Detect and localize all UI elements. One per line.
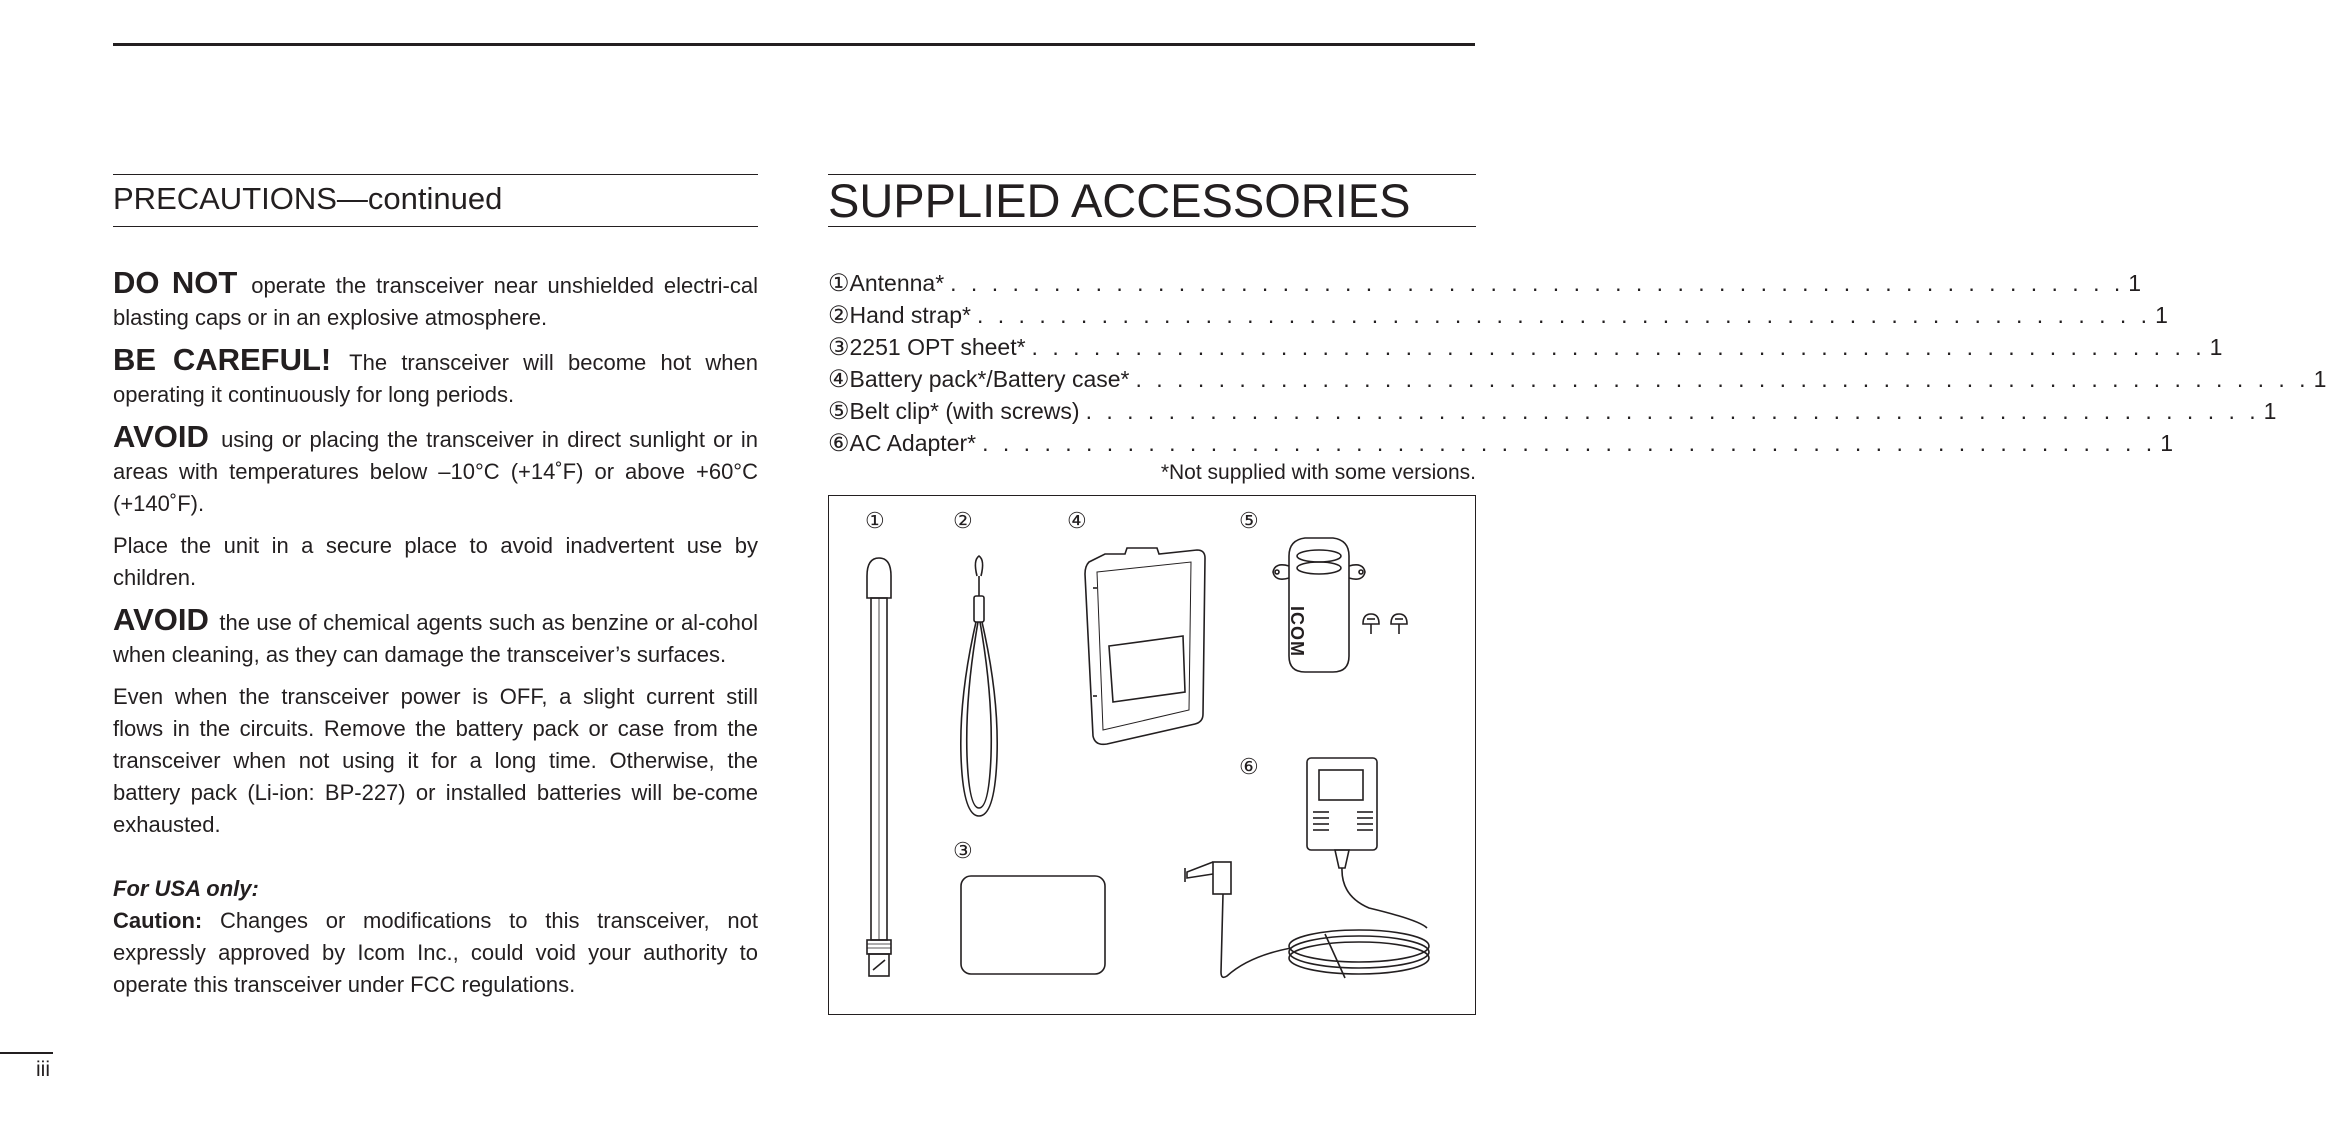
item-number: ①: [828, 270, 850, 297]
item-name: Battery pack*/Battery case*: [849, 366, 1130, 392]
item-quantity: 1: [2160, 430, 2173, 456]
page-number: iii: [36, 1058, 50, 1081]
leader-dots: . . . . . . . . . . . . . . . . . . . . . . . . . . . . . . . . . . . . . . . . . . . . . . . . . . . . . . . . .: [982, 430, 2157, 456]
leader-dots: . . . . . . . . . . . . . . . . . . . . . . . . . . . . . . . . . . . . . . . . . . . . . . . . . . . . . . . . .: [1085, 398, 2260, 424]
leader-dots: . . . . . . . . . . . . . . . . . . . . . . . . . . . . . . . . . . . . . . . . . . . . . . . . . . . . . . . . .: [1031, 334, 2206, 360]
item-name: Belt clip* (with screws): [849, 398, 1080, 424]
item-name: Hand strap*: [849, 302, 971, 328]
caution-label: Caution:: [113, 908, 203, 933]
para-lead: BE CAREFUL!: [113, 342, 332, 377]
top-rule: [113, 43, 1475, 46]
item-quantity: 1: [2128, 270, 2142, 296]
item-number: ⑤: [828, 398, 850, 425]
para-text: Even when the transceiver power is OFF, a slight current still flows in the circuits. Remove the battery pack or case from the transceiver when not using it for a long time. Otherwise, the battery pack (Li-ion: BP-227) or installed batteries will be-come exhausted.: [113, 684, 758, 837]
usa-title: For USA only:: [113, 876, 259, 901]
accessories-list: [828, 267, 2326, 459]
callout-6: ⑥: [1239, 754, 1259, 779]
leader-dots: . . . . . . . . . . . . . . . . . . . . . . . . . . . . . . . . . . . . . . . . . . . . . . . . . . . . . . . . .: [976, 302, 2152, 328]
usa-section: [113, 873, 758, 1001]
item-number: ⑥: [828, 430, 850, 457]
list-item: [828, 331, 2223, 363]
battery-pack-icon: [1085, 548, 1205, 744]
item-number: ④: [828, 366, 850, 393]
list-item: [828, 267, 2142, 299]
para-be-careful: [113, 344, 758, 411]
para-avoid-sunlight: [113, 421, 758, 520]
callout-4: ④: [1067, 508, 1087, 533]
precautions-paragraphs: [113, 267, 758, 841]
item-quantity: 1: [2263, 398, 2277, 424]
leader-dots: . . . . . . . . . . . . . . . . . . . . . . . . . . . . . . . . . . . . . . . . . . . . . . . . . . . . . . . . .: [1135, 366, 2310, 392]
versions-note: *Not supplied with some versions.: [1160, 461, 1476, 484]
callout-3: ③: [953, 838, 973, 863]
para-lead: AVOID: [113, 602, 209, 637]
para-text: The transceiver will become hot when operating it continuously for long periods.: [113, 350, 758, 407]
precautions-column: [113, 174, 758, 1001]
list-item: [828, 299, 2168, 331]
screws-icon: [1363, 614, 1407, 634]
para-lead: DO NOT: [113, 265, 238, 300]
clip-logo: ICOM: [1287, 606, 1307, 657]
page-number-rule: [0, 1052, 53, 1054]
callout-2: ②: [953, 508, 973, 533]
item-number: ②: [828, 302, 850, 329]
leader-dots: . . . . . . . . . . . . . . . . . . . . . . . . . . . . . . . . . . . . . . . . . . . . . . . . . . . . . . . . .: [950, 270, 2125, 296]
item-name: 2251 OPT sheet*: [849, 334, 1026, 360]
para-text: Place the unit in a secure place to avoid inadvertent use by children.: [113, 533, 758, 590]
para-lead: AVOID: [113, 419, 209, 454]
item-name: AC Adapter*: [849, 430, 977, 456]
precautions-heading: PRECAUTIONS—continued: [113, 174, 758, 227]
accessories-column: [828, 174, 2326, 487]
accessories-drawing: [829, 496, 1475, 1014]
callout-5: ⑤: [1239, 508, 1259, 533]
caution-text: Changes or modifications to this transceiver, not expressly approved by Icom Inc., could void your authority to operate this transceiver under FCC regulations.: [113, 908, 758, 997]
para-text: using or placing the transceiver in direct sunlight or in areas with temperatures below –10°C (+14˚F) or above +60°C (+140˚F).: [113, 427, 758, 516]
opt-sheet-icon: [961, 876, 1105, 974]
para-power-off: [113, 681, 758, 841]
para-text: operate the transceiver near unshielded electri-cal blasting caps or in an explosive atmosphere.: [113, 273, 758, 330]
antenna-icon: [867, 558, 891, 976]
item-name: Antenna*: [849, 270, 945, 296]
usa-body: [113, 905, 758, 1001]
hand-strap-icon: [961, 556, 997, 816]
list-item: [828, 395, 2277, 427]
accessories-illustration: [828, 495, 1476, 1015]
para-do-not: [113, 267, 758, 334]
ac-adapter-icon: [1185, 758, 1429, 978]
list-item: [828, 427, 2173, 459]
item-quantity: 1: [2209, 334, 2223, 360]
item-quantity: 1: [2155, 302, 2168, 328]
para-secure-place: [113, 530, 758, 594]
accessories-heading: SUPPLIED ACCESSORIES: [828, 174, 1476, 227]
para-text: the use of chemical agents such as benzine or al-cohol when cleaning, as they can damage the transceiver’s surfaces.: [113, 610, 758, 667]
para-avoid-chemicals: [113, 604, 758, 671]
list-item: [828, 363, 2326, 395]
item-quantity: 1: [2313, 366, 2326, 392]
callout-1: ①: [865, 508, 885, 533]
item-number: ③: [828, 334, 850, 361]
